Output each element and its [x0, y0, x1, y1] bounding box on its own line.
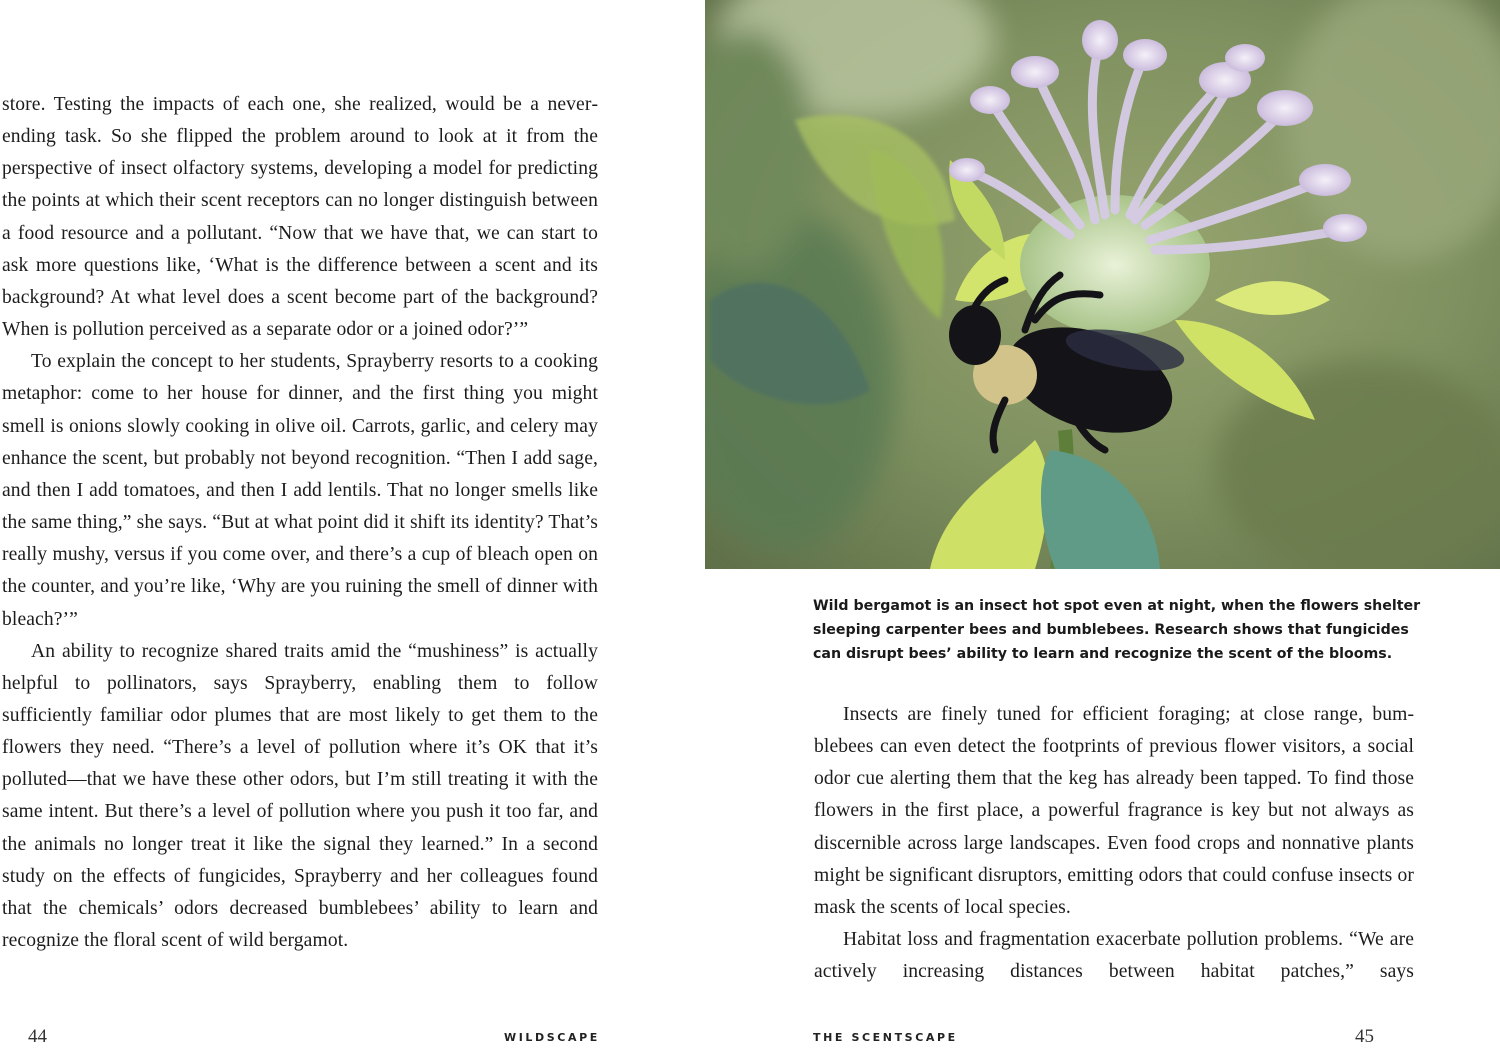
paragraph: An ability to recognize shared traits amid the “mushiness” is actually helpful to pollinators, says Sprayberry, enabling them to follow sufficiently familiar odor plumes that are most likely to get them to the flowers they need. “There’s a level of pollution where it’s OK that it’s polluted—that we have these other odors, but I’m still treating it with the same intent. But there’s a level of pollution where you push it too far, and the animals no longer treat it like the signal they learned.” In a second study on the effects of fungicides, Sprayberry and her colleagues found that the chemicals’ odors decreased bumblebees’ ability to learn and recognize the floral scent of wild bergamot.: [2, 640, 598, 952]
left-page-body-text: [2, 89, 598, 957]
caption-line: sleeping carpenter bees and bumblebees. Research shows that fungicides: [813, 622, 1409, 639]
paragraph: store. Testing the impacts of each one, she realized, would be a neverending task. So she flipped the problem around to look at it from the perspective of insect olfactory systems, developing a model for predicting the points at which their scent receptors can no longer distinguish between a food resource and a pollutant. “Now that we have that, we can start to ask more questions like, ‘What is the difference between a scent and its background? At what level does a scent become part of the background? When is pollution perceived as a separate odor or a joined odor?’”: [2, 94, 598, 341]
photo-illustration: [705, 0, 1500, 569]
page-number-right: 45: [1355, 1026, 1374, 1047]
paragraph: Insects are finely tuned for efficient foraging; at close range, bumblebees can even detect the footprints of previous flower visitors, a social odor cue alerting them that the keg has already been tapped. To find those flowers in the first place, a powerful fragrance is key but not always as discernible across large landscapes. Even food crops and nonnative plants might be significant disruptors, emitting odors that could confuse insects or mask the scents of local species.: [814, 704, 1414, 918]
right-page-body-text: [814, 699, 1414, 988]
bee-on-bergamot-photo: [705, 0, 1500, 569]
page-number-left: 44: [28, 1026, 47, 1047]
left-page: [0, 0, 705, 1049]
running-head-left: WILDSCAPE: [504, 1031, 600, 1044]
running-head-right: THE SCENTSCAPE: [813, 1031, 958, 1044]
caption-line: can disrupt bees’ ability to learn and recognize the scent of the blooms.: [813, 646, 1393, 663]
paragraph: To explain the concept to her students, Sprayberry resorts to a cooking metaphor: come to her house for dinner, and the first thing you might smell is onions slowly cooking in olive oil. Carrots, garlic, and celery may enhance the scent, but probably not beyond recognition. “Then I add sage, and then I add tomatoes, and then I add lentils. That no longer smells like the same thing,” she says. “But at what point did it shift its identity? That’s really mushy, versus if you come over, and there’s a cup of bleach open on the counter, and you’re like, ‘Why are you ruining the smell of dinner with bleach?’”: [2, 351, 598, 630]
caption-line: Wild bergamot is an insect hot spot even at night, when the flowers shelter: [813, 598, 1421, 614]
photo-caption: [813, 594, 1425, 667]
right-page: [705, 0, 1500, 1049]
paragraph: Habitat loss and fragmentation exacerbate pollution problems. “We are actively increasing distances between habitat patches,” says: [814, 929, 1414, 983]
